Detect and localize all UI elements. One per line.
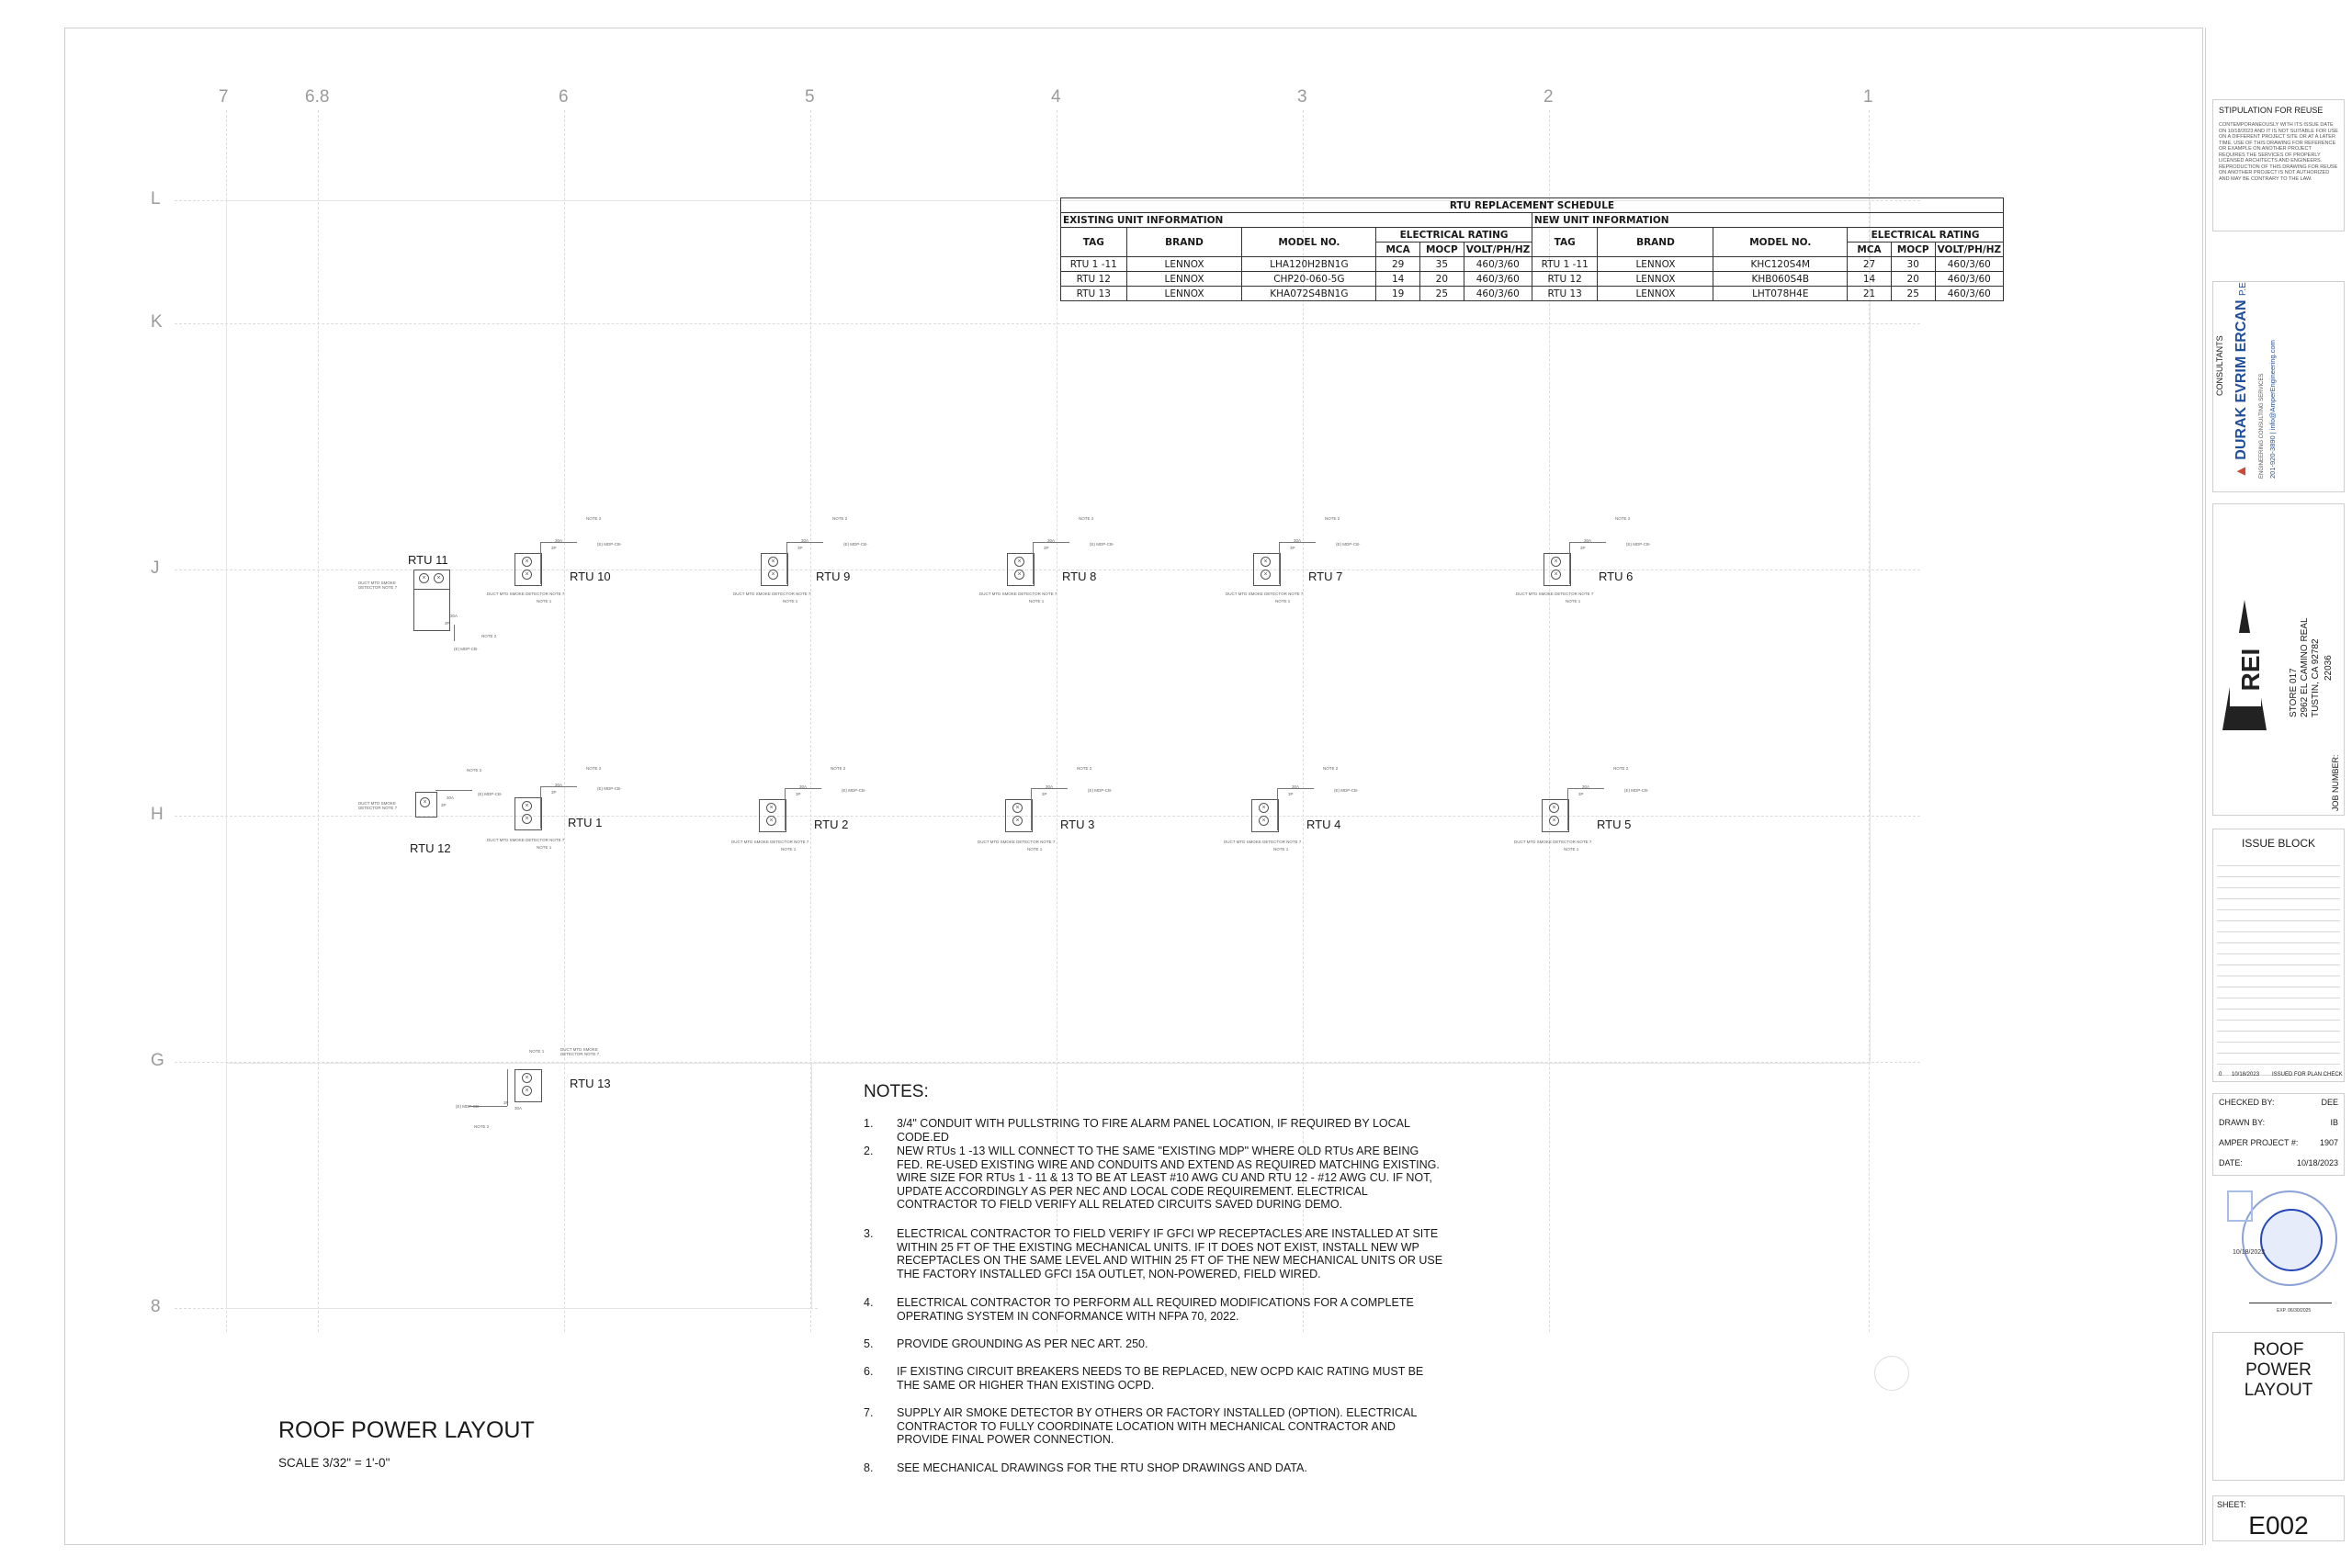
grid-row-label: H: [151, 805, 164, 824]
feeder-tag: (E) MDP-CB-: [478, 792, 503, 796]
grid-col-label: 2: [1544, 87, 1554, 107]
wire: [1279, 542, 1280, 584]
checked-by-value: DEE: [2321, 1098, 2338, 1107]
disconnect-icon: ×: [434, 573, 444, 583]
amp-note: 30A: [555, 783, 563, 787]
rtu-label: RTU 12: [410, 841, 451, 855]
note-tag: NOTE 2: [467, 768, 482, 773]
client-box: [2212, 503, 2345, 816]
disconnect-icon: ×: [1549, 816, 1559, 826]
note-tag: NOTE 2: [474, 1124, 490, 1129]
sheet-label: SHEET:: [2217, 1500, 2246, 1509]
wire: [1567, 788, 1568, 830]
col-header: VOLT/PH/HZ: [1935, 243, 2003, 257]
store-name: STORE 017: [2289, 668, 2299, 717]
col-header: MODEL NO.: [1713, 228, 1848, 257]
address-line-2: TUSTIN, CA 92782: [2311, 638, 2321, 717]
disconnect-icon: ×: [1549, 803, 1559, 813]
note-text: ELECTRICAL CONTRACTOR TO FIELD VERIFY IF GFCI WP RECEPTACLES ARE INSTALLED AT SITE WITHIN 25 FT OF THE EXISTING MECHANICAL UNITS. IF IT DOES NOT EXIST, INSTALL NEW WP RECEPTACLES ON THE SAME LEVEL AND WITHIN 25 FT OF THE NEW MECHANICAL UNITS OR USE THE FACTORY INSTALLED GFCI 15A OUTLET, NON-POWERED, FIELD WIRED.: [897, 1227, 1443, 1280]
disconnect-icon: ×: [522, 557, 532, 567]
sheet-number: E002: [2248, 1511, 2309, 1540]
disconnect-icon: ×: [1012, 816, 1023, 826]
rtu-label: RTU 7: [1308, 570, 1343, 583]
rtu-8-symbol: [970, 514, 1209, 615]
grid-col-label: 3: [1297, 87, 1307, 107]
wire: [1031, 788, 1032, 830]
col-header: MOCP: [1419, 243, 1464, 257]
note-tag: NOTE 1: [537, 599, 552, 604]
feeder-tag: (E) MDP-CB-: [454, 647, 479, 651]
notes-title: NOTES:: [864, 1082, 929, 1101]
disconnect-icon: ×: [1014, 557, 1024, 567]
table-cell: RTU 1 -11: [1061, 257, 1127, 272]
pole-note: 3P: [1288, 792, 1294, 796]
col-header: MCA: [1848, 243, 1892, 257]
detector-note: DUCT MTD SMOKE DETECTOR NOTE 7: [358, 581, 398, 590]
job-number-label: JOB NUMBER:: [2331, 754, 2340, 811]
amp-note: 30A: [450, 614, 458, 618]
date-value: 10/18/2023: [2296, 1158, 2338, 1168]
rtu-label: RTU 2: [814, 818, 849, 831]
table-cell: LHT078H4E: [1713, 287, 1848, 301]
rtu-10-symbol: [478, 514, 717, 615]
checked-by-label: CHECKED BY:: [2219, 1098, 2275, 1107]
detector-note: DUCT MTD SMOKE DETECTOR NOTE 7: [731, 840, 809, 844]
table-cell: 21: [1848, 287, 1892, 301]
issue-number: 0: [2219, 1072, 2222, 1077]
rtu-label: RTU 11: [408, 553, 448, 567]
disconnect-icon: ×: [522, 814, 532, 824]
disconnect-icon: ×: [522, 1073, 532, 1083]
schedule-title: RTU REPLACEMENT SCHEDULE: [1061, 198, 2004, 213]
col-header: ELECTRICAL RATING: [1376, 228, 1532, 243]
table-cell: 27: [1848, 257, 1892, 272]
table-cell: 460/3/60: [1935, 287, 2003, 301]
note-tag: NOTE 2: [586, 766, 602, 771]
disconnect-icon: ×: [1261, 557, 1271, 567]
disconnect-icon: ×: [522, 1086, 532, 1096]
note-tag: NOTE 2: [1613, 766, 1629, 771]
note-number: 4.: [864, 1296, 874, 1309]
rtu-replacement-schedule: [1060, 197, 2004, 301]
table-cell: LENNOX: [1598, 272, 1713, 287]
seal-inner-icon: [2260, 1209, 2323, 1271]
pole-note: 3P: [1290, 546, 1295, 550]
engineer-logo: [2233, 282, 2250, 479]
amp-note: 30A: [514, 1106, 523, 1111]
col-header: BRAND: [1598, 228, 1713, 257]
pole-note: 3P: [1578, 792, 1584, 796]
note-number: 2.: [864, 1145, 874, 1157]
schedule-table: [1060, 197, 2004, 301]
note-tag: NOTE 1: [1564, 847, 1579, 852]
disconnect-icon: ×: [1551, 557, 1561, 567]
triangle-logo-icon: ▲: [2233, 464, 2249, 479]
col-header: MOCP: [1891, 243, 1935, 257]
table-cell: 14: [1848, 272, 1892, 287]
engineer-contact: 201-920-3890 | info@AmperEngineering.com: [2268, 340, 2277, 479]
issue-block: [2212, 829, 2345, 1082]
table-cell: 460/3/60: [1464, 287, 1532, 301]
pole-note: 3P: [445, 621, 450, 626]
disconnect-icon: ×: [1261, 570, 1271, 580]
table-cell: 25: [1419, 287, 1464, 301]
table-cell: RTU 1 -11: [1532, 257, 1598, 272]
feeder-tag: (E) MDP-CB-: [843, 542, 868, 547]
amp-note: 30A: [801, 538, 809, 543]
col-header: ELECTRICAL RATING: [1848, 228, 2004, 243]
amp-note: 30A: [1584, 538, 1592, 543]
wire: [1569, 542, 1570, 584]
table-cell: KHB060S4B: [1713, 272, 1848, 287]
wire: [1277, 788, 1278, 830]
table-row: [1061, 287, 2004, 301]
detector-note: DUCT MTD SMOKE DETECTOR NOTE 7: [1514, 840, 1592, 844]
wire: [1033, 542, 1034, 584]
table-cell: KHA072S4BN1G: [1242, 287, 1376, 301]
table-cell: 19: [1376, 287, 1420, 301]
rtu-6-symbol: [1507, 514, 1746, 615]
existing-header: EXISTING UNIT INFORMATION: [1061, 213, 1532, 228]
engineer-seal-icon: [2242, 1190, 2337, 1286]
table-cell: 30: [1891, 257, 1935, 272]
disconnect-icon: ×: [1014, 570, 1024, 580]
note-number: 8.: [864, 1461, 874, 1474]
col-header: TAG: [1061, 228, 1127, 257]
disconnect-icon: ×: [1259, 816, 1269, 826]
table-cell: RTU 13: [1061, 287, 1127, 301]
detector-note: DUCT MTD SMOKE DETECTOR NOTE 7: [979, 592, 1057, 596]
note-text: SUPPLY AIR SMOKE DETECTOR BY OTHERS OR FACTORY INSTALLED (OPTION). ELECTRICAL CONTRACTOR TO FULLY COORDINATE LOCATION WITH MECHANICAL CONTRACTOR AND PROVIDE FINAL POWER CONNECTION.: [897, 1406, 1417, 1446]
wire: [786, 542, 787, 584]
rtu-9-symbol: [724, 514, 963, 615]
note-tag: NOTE 2: [1323, 766, 1339, 771]
table-cell: 14: [1376, 272, 1420, 287]
table-row: [1061, 257, 2004, 272]
grid-row-label: K: [151, 312, 163, 332]
detector-note: DUCT MTD SMOKE DETECTOR NOTE 7: [358, 801, 398, 810]
rei-logo-icon: [2219, 596, 2270, 734]
rtu-1-symbol: [478, 759, 717, 860]
col-header: MCA: [1376, 243, 1420, 257]
note-number: 6.: [864, 1365, 874, 1378]
note-text: 3/4" CONDUIT WITH PULLSTRING TO FIRE ALARM PANEL LOCATION, IF REQUIRED BY LOCAL CODE.ED: [897, 1117, 1410, 1144]
table-cell: LENNOX: [1598, 287, 1713, 301]
table-cell: LENNOX: [1126, 287, 1242, 301]
job-number: 22036: [2324, 655, 2334, 681]
wire: [435, 790, 472, 791]
signature-icon: [2249, 1284, 2332, 1303]
note-tag: NOTE 2: [832, 516, 848, 521]
table-cell: RTU 12: [1532, 272, 1598, 287]
sheet-title: ROOF POWER LAYOUT: [2244, 1340, 2313, 1400]
pole-note: 3P: [441, 803, 447, 807]
rtu-7-symbol: [1216, 514, 1455, 615]
rtu-label: RTU 6: [1599, 570, 1634, 583]
note-tag: NOTE 1: [1566, 599, 1581, 604]
col-header: BRAND: [1126, 228, 1242, 257]
table-cell: 35: [1419, 257, 1464, 272]
detector-note: DUCT MTD SMOKE DETECTOR NOTE 7: [1516, 592, 1594, 596]
note-number: 5.: [864, 1337, 874, 1350]
rtu-label: RTU 1: [568, 816, 603, 829]
wire: [540, 786, 541, 829]
engineer-sub: ENGINEERING CONSULTING SERVICES: [2259, 373, 2265, 479]
pole-note: 3P: [1580, 546, 1586, 550]
wire: [785, 788, 786, 830]
table-cell: LENNOX: [1126, 257, 1242, 272]
col-header: MODEL NO.: [1242, 228, 1376, 257]
disconnect-icon: ×: [766, 816, 776, 826]
note-text: IF EXISTING CIRCUIT BREAKERS NEEDS TO BE REPLACED, NEW OCPD KAIC RATING MUST BE THE SAME OR HIGHER THAN EXISTING OCPD.: [897, 1365, 1424, 1392]
note-tag: NOTE 2: [481, 634, 497, 638]
note-number: 1.: [864, 1117, 874, 1130]
table-cell: 460/3/60: [1464, 272, 1532, 287]
feeder-tag: (E) MDP-CB-: [1088, 788, 1113, 793]
note-text: SEE MECHANICAL DRAWINGS FOR THE RTU SHOP DRAWINGS AND DATA.: [897, 1461, 1307, 1474]
grid-row-label: 8: [151, 1297, 161, 1316]
note-tag: NOTE 1: [1027, 847, 1043, 852]
table-cell: CHP20-060-5G: [1242, 272, 1376, 287]
disconnect-icon: ×: [1259, 803, 1269, 813]
note-tag: NOTE 2: [586, 516, 602, 521]
pole-note: 3P: [551, 546, 557, 550]
feeder-tag: (E) MDP-CB-: [597, 786, 622, 791]
note-tag: NOTE 2: [1077, 766, 1092, 771]
disconnect-icon: ×: [766, 803, 776, 813]
note-tag: NOTE 2: [1325, 516, 1340, 521]
detector-note: DUCT MTD SMOKE DETECTOR NOTE 7: [560, 1047, 600, 1056]
table-cell: 29: [1376, 257, 1420, 272]
table-cell: LENNOX: [1126, 272, 1242, 287]
project-number-label: AMPER PROJECT #:: [2219, 1138, 2299, 1147]
amp-note: 30A: [1047, 538, 1056, 543]
grid-row-label: G: [151, 1051, 164, 1070]
note-tag: NOTE 2: [831, 766, 846, 771]
feeder-tag: (E) MDP-CB-: [842, 788, 866, 793]
grid-row-label: J: [151, 558, 160, 578]
amp-note: 30A: [1582, 784, 1590, 789]
note-number: 7.: [864, 1406, 874, 1419]
note-text: ELECTRICAL CONTRACTOR TO PERFORM ALL REQUIRED MODIFICATIONS FOR A COMPLETE OPERATING SYSTEM IN CONFORMANCE WITH NFPA 70, 2022.: [897, 1296, 1414, 1323]
issue-date: 10/18/2023: [2232, 1072, 2260, 1077]
table-row: [1061, 272, 2004, 287]
detector-note: DUCT MTD SMOKE DETECTOR NOTE 7: [733, 592, 811, 596]
amp-note: 30A: [555, 538, 563, 543]
col-header: VOLT/PH/HZ: [1464, 243, 1532, 257]
disconnect-icon: ×: [522, 801, 532, 811]
disconnect-icon: ×: [419, 573, 429, 583]
note-tag: NOTE 1: [783, 599, 798, 604]
wire: [454, 625, 455, 641]
table-cell: KHC120S4M: [1713, 257, 1848, 272]
grid-col-label: 1: [1863, 87, 1873, 107]
table-cell: LENNOX: [1598, 257, 1713, 272]
north-arrow-icon: [1874, 1356, 1909, 1391]
disconnect-icon: ×: [1551, 570, 1561, 580]
note-tag: NOTE 2: [1615, 516, 1631, 521]
rtu-label: RTU 4: [1306, 818, 1341, 831]
table-cell: LHA120H2BN1G: [1242, 257, 1376, 272]
grid-col-label: 7: [219, 87, 229, 107]
detector-note: DUCT MTD SMOKE DETECTOR NOTE 7: [487, 838, 565, 842]
sheet-number-box: [2212, 1495, 2345, 1541]
rtu-label: RTU 8: [1062, 570, 1097, 583]
amp-note: 30A: [1046, 784, 1054, 789]
note-tag: NOTE 1: [1273, 847, 1289, 852]
grid-col-label: 6: [559, 87, 569, 107]
amp-note: 30A: [447, 795, 455, 800]
drawn-by-label: DRAWN BY:: [2219, 1118, 2266, 1127]
note-text: PROVIDE GROUNDING AS PER NEC ART. 250.: [897, 1337, 1148, 1350]
project-number-value: 1907: [2319, 1138, 2338, 1147]
note-tag: NOTE 1: [1275, 599, 1291, 604]
detector-note: DUCT MTD SMOKE DETECTOR NOTE 7: [1224, 840, 1302, 844]
feeder-tag: (E) MDP-CB-: [1090, 542, 1114, 547]
table-cell: 20: [1891, 272, 1935, 287]
table-cell: 25: [1891, 287, 1935, 301]
note-tag: NOTE 2: [1079, 516, 1094, 521]
detector-note: DUCT MTD SMOKE DETECTOR NOTE 7: [1226, 592, 1304, 596]
rtu-5-symbol: [1505, 761, 1744, 862]
note-number: 3.: [864, 1227, 874, 1240]
date-label: DATE:: [2219, 1158, 2243, 1168]
note-text: NEW RTUs 1 -13 WILL CONNECT TO THE SAME "EXISTING MDP" WHERE OLD RTUs ARE BEING FED. RE-USED EXISTING WIRE AND CONDUITS AND EXTEND AS REQUIRED MATCHING EXISTING. WIRE SIZE FOR RTUs 1 - 11 & 13 TO BE AT LEAST #10 AWG CU AND RTU 12 - #12 AWG CU. IF NOT, UPDATE ACCORDINGLY AS PER NEC AND LOCAL CODE REQUIREMENT. ELECTRICAL CONTRACTOR TO FIELD VERIFY ALL RELATED CIRCUITS SAVED DURING DEMO.: [897, 1145, 1440, 1211]
disconnect-icon: ×: [768, 557, 778, 567]
grid-col-label: 5: [805, 87, 815, 107]
disconnect-icon: ×: [1012, 803, 1023, 813]
rtu-3-symbol: [968, 761, 1207, 862]
consultants-box: [2212, 281, 2345, 492]
svg-text:REI: REI: [2236, 648, 2265, 692]
rtu-label: RTU 10: [570, 570, 611, 583]
feeder-tag: (E) MDP-CB-: [1626, 542, 1651, 547]
rtu-13-symbol: [450, 1043, 689, 1145]
feeder-tag: (E) MDP-CB-: [456, 1104, 481, 1109]
amp-note: 30A: [1292, 784, 1300, 789]
rtu-label: RTU 13: [570, 1077, 611, 1090]
seal-expiration: EXP. 06/30/2025: [2277, 1308, 2312, 1314]
drawn-by-value: IB: [2330, 1118, 2338, 1127]
disconnect-icon: ×: [420, 797, 430, 807]
pole-note: 3P: [551, 790, 557, 795]
stipulation-text: CONTEMPORANEOUSLY WITH ITS ISSUE DATE ON 10/18/2023 AND IT IS NOT SUITABLE FOR USE ON A DIFFERENT PROJECT SITE OR AT A LATER TIME. USE OF THIS DRAWING FOR REFERENCE OR EXAMPLE ON ANOTHER PROJECT REQUIRES THE SERVICES OF PROPERLY LICENSED ARCHITECTS AND ENGINEERS. REPRODUCTION OF THIS DRAWING FOR REUSE ON ANOTHER PROJECT IS NOT AUTHORIZED AND MAY BE CONTRARY TO THE LAW.: [2219, 122, 2338, 182]
grid-col-label: 6.8: [305, 87, 330, 107]
table-cell: 20: [1419, 272, 1464, 287]
pole-note: 3P: [797, 546, 803, 550]
issue-block-title: ISSUE BLOCK: [2241, 837, 2316, 850]
pole-note: 3P: [503, 1100, 509, 1105]
rtu-label: RTU 9: [816, 570, 851, 583]
table-cell: 460/3/60: [1935, 272, 2003, 287]
note-tag: NOTE 1: [781, 847, 797, 852]
pole-note: 3P: [796, 792, 801, 796]
rtu-4-symbol: [1215, 761, 1453, 862]
table-cell: 460/3/60: [1464, 257, 1532, 272]
sheet-title-box: [2212, 1332, 2345, 1481]
issue-rows: [2217, 855, 2340, 1076]
engineer-name: DURAK EVRIM ERCAN: [2233, 299, 2249, 460]
seal-date: 10/18/2023: [2233, 1249, 2266, 1256]
address-line-1: 2962 EL CAMINO REAL: [2300, 617, 2310, 717]
stipulation-title: STIPULATION FOR REUSE: [2219, 106, 2324, 115]
disconnect-icon: ×: [522, 570, 532, 580]
grid-col-label: 4: [1051, 87, 1061, 107]
rtu-label: RTU 3: [1060, 818, 1095, 831]
detector-note: DUCT MTD SMOKE DETECTOR NOTE 7: [978, 840, 1056, 844]
grid-row-label: L: [151, 189, 161, 209]
stamp-mark-icon: [2227, 1190, 2253, 1222]
drawing-scale: SCALE 3/32" = 1'-0": [278, 1456, 390, 1470]
amp-note: 30A: [799, 784, 808, 789]
issue-description: ISSUED FOR PLAN CHECK: [2272, 1072, 2343, 1077]
detector-note: DUCT MTD SMOKE DETECTOR NOTE 7: [487, 592, 565, 596]
feeder-tag: (E) MDP-CB-: [1334, 788, 1359, 793]
amp-note: 30A: [1294, 538, 1302, 543]
feeder-tag: (E) MDP-CB-: [1624, 788, 1649, 793]
pole-note: 3P: [1042, 792, 1047, 796]
pole-note: 3P: [1044, 546, 1049, 550]
feeder-tag: (E) MDP-CB-: [597, 542, 622, 547]
note-tag: NOTE 1: [537, 845, 552, 850]
feeder-tag: (E) MDP-CB-: [1336, 542, 1361, 547]
stipulation-box: [2212, 99, 2345, 231]
table-cell: 460/3/60: [1935, 257, 2003, 272]
consultants-label: CONSULTANTS: [2215, 335, 2224, 396]
new-header: NEW UNIT INFORMATION: [1532, 213, 2003, 228]
drawing-title: ROOF POWER LAYOUT: [278, 1417, 535, 1443]
rtu-2-symbol: [722, 761, 961, 862]
rtu-label: RTU 5: [1597, 818, 1632, 831]
engineer-suffix: P.E: [2238, 282, 2248, 297]
wire: [540, 542, 541, 584]
col-header: TAG: [1532, 228, 1598, 257]
note-tag: NOTE 1: [1029, 599, 1045, 604]
table-cell: RTU 13: [1532, 287, 1598, 301]
table-cell: RTU 12: [1061, 272, 1127, 287]
disconnect-icon: ×: [768, 570, 778, 580]
note-tag: NOTE 1: [529, 1049, 545, 1054]
project-info: [2212, 1093, 2345, 1176]
